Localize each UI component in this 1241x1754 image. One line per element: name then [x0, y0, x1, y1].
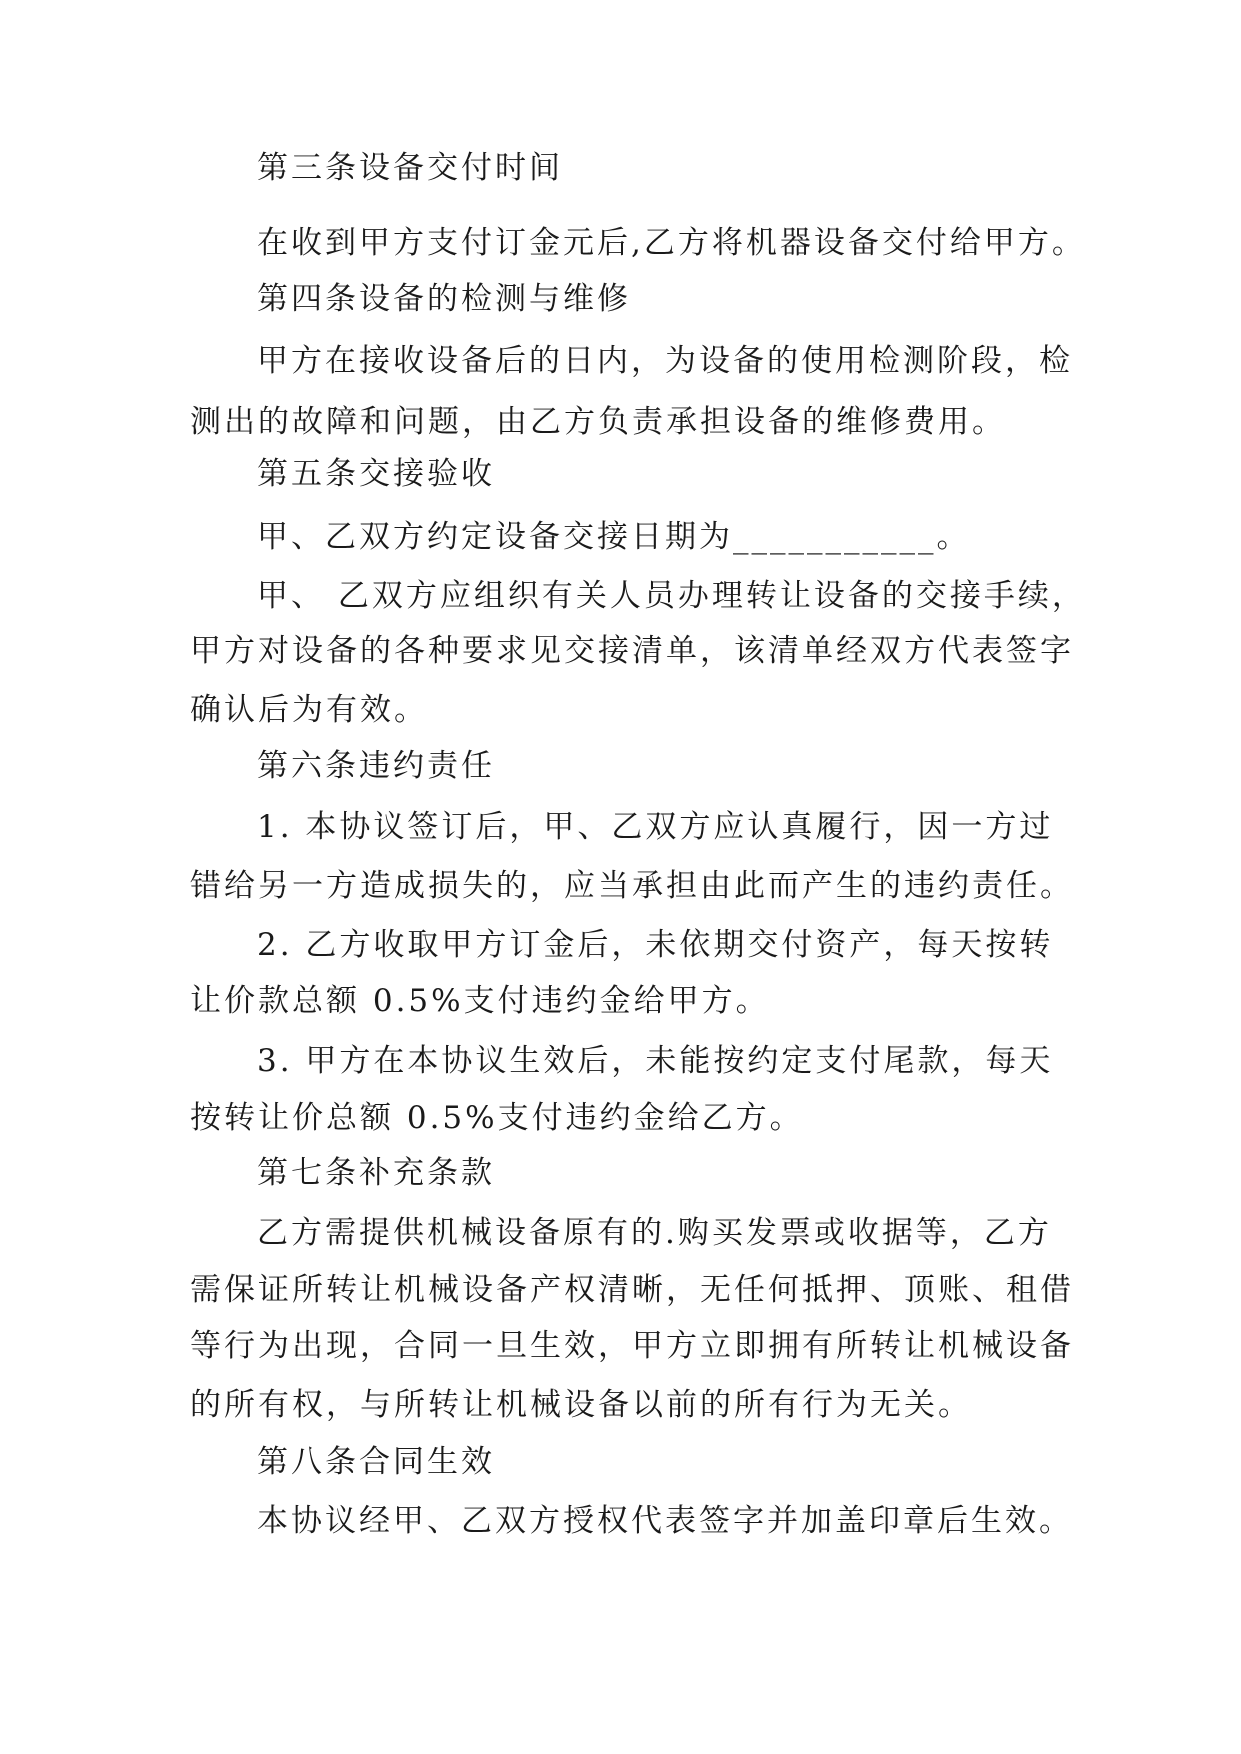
article-5-paragraph-2-line-1: 甲、 乙双方应组织有关人员办理转让设备的交接手续， [257, 578, 1086, 614]
article-7-paragraph-line-4: 的所有权，与所转让机械设备以前的所有行为无关。 [190, 1387, 972, 1423]
article-8-paragraph-line-1: 本协议经甲、乙双方授权代表签字并加盖印章后生效。 [257, 1503, 1073, 1539]
article-8-heading: 第八条合同生效 [257, 1444, 495, 1480]
article-4-paragraph-line-1: 甲方在接收设备后的日内，为设备的使用检测阶段，检 [257, 343, 1073, 379]
article-4-paragraph-line-2: 测出的故障和问题，由乙方负责承担设备的维修费用。 [190, 404, 1006, 440]
article-3-heading: 第三条设备交付时间 [257, 150, 563, 186]
article-6-item-1-line-1: 1. 本协议签订后，甲、乙双方应认真履行，因一方过 [257, 809, 1054, 845]
article-6-item-2-line-1: 2. 乙方收取甲方订金后，未依期交付资产，每天按转 [257, 927, 1054, 963]
article-7-heading: 第七条补充条款 [257, 1155, 495, 1191]
article-5-paragraph-1-line-1: 甲、乙双方约定设备交接日期为___________。 [257, 519, 971, 555]
article-4-heading: 第四条设备的检测与维修 [257, 281, 631, 317]
article-7-paragraph-line-3: 等行为出现，合同一旦生效，甲方立即拥有所转让机械设备 [190, 1328, 1074, 1364]
article-6-item-3-line-2: 按转让价总额 0.5%支付违约金给乙方。 [190, 1100, 804, 1136]
article-7-paragraph-line-1: 乙方需提供机械设备原有的.购买发票或收据等，乙方 [257, 1215, 1052, 1251]
article-3-paragraph-line-1: 在收到甲方支付订金元后,乙方将机器设备交付给甲方。 [257, 225, 1086, 261]
article-5-paragraph-2-line-2: 甲方对设备的各种要求见交接清单，该清单经双方代表签字 [190, 633, 1074, 669]
article-6-item-1-line-2: 错给另一方造成损失的，应当承担由此而产生的违约责任。 [190, 868, 1074, 904]
article-6-item-3-line-1: 3. 甲方在本协议生效后，未能按约定支付尾款，每天 [257, 1043, 1054, 1079]
article-7-paragraph-line-2: 需保证所转让机械设备产权清晰，无任何抵押、顶账、租借 [190, 1272, 1074, 1308]
article-6-item-2-line-2: 让价款总额 0.5%支付违约金给甲方。 [190, 983, 770, 1019]
article-6-heading: 第六条违约责任 [257, 748, 495, 784]
article-5-heading: 第五条交接验收 [257, 456, 495, 492]
article-5-paragraph-2-line-3: 确认后为有效。 [190, 692, 428, 728]
